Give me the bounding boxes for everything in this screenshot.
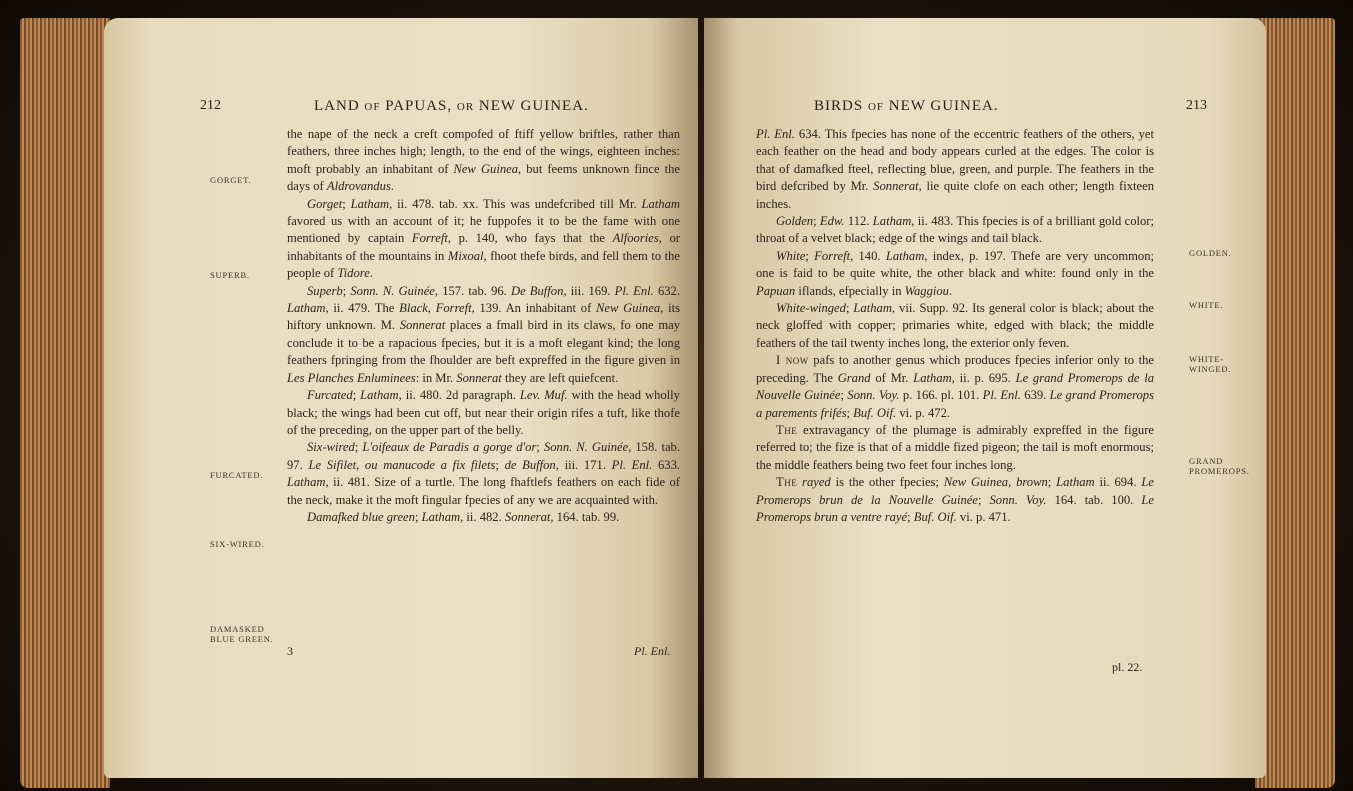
margin-note-winged: WINGED. (1189, 364, 1232, 374)
margin-note-white-winged: WHITE- (1189, 354, 1225, 364)
right-body-text (756, 126, 1154, 526)
right-running-header: BIRDS OF NEW GUINEA. (814, 98, 999, 114)
paragraph-rayed: The rayed is the other fpecies; New Guinea, brown; Latham ii. 694. Le Promerops brun de la Nouvelle Guinée; Sonn. Voy. 164. tab. 100. Le Promerops brun a ventre rayé; Buf. Oif. vi. p. 471. (756, 475, 1154, 524)
catchword: Pl. Enl. (634, 644, 671, 658)
paragraph-furcated: Furcated; Latham, ii. 480. 2d paragraph. Lev. Muf. with the head wholly black; the wings had been cut off, but near their origin rifes a tuft, like thofe of the preceding, on the upper part of the belly. (287, 388, 680, 437)
margin-note-white: WHITE. (1189, 300, 1224, 310)
signature-mark: 3 (287, 644, 293, 658)
left-page-number: 212 (200, 98, 221, 113)
right-page-number: 213 (1186, 98, 1207, 113)
margin-note-furcated: FURCATED. (210, 470, 264, 480)
paragraph-golden: Golden; Edw. 112. Latham, ii. 483. This fpecies is of a brilliant gold color; throat of a velvet black; edge of the wings and tail black. (756, 214, 1154, 246)
margin-note-damasked: DAMASKED (210, 624, 265, 634)
paragraph-superb: Superb; Sonn. N. Guinée, 157. tab. 96. De Buffon, iii. 169. Pl. Enl. 632. Latham, ii. 479. The Black, Forreft, 139. An inhabitant of New Guinea, its hiftory unknown. M. Sonnerat places a fmall bird in its claws, fo one may conclude it to be a rapacious fpecies, but it is a moft elegant kind; the long feathers fpringing from the fhoulder are beft expreffed in the figure given in Les Planches Enluminees: in Mr. Sonnerat they are left quiefcent. (287, 283, 681, 385)
margin-note-gorget: GORGET. (210, 175, 252, 185)
margin-note-blue-green: BLUE GREEN. (210, 634, 274, 644)
margin-note-grand: GRAND (1189, 456, 1224, 466)
margin-note-superb: SUPERB. (210, 270, 250, 280)
paragraph-grand-promerops: I now pafs to another genus which produces fpecies inferior only to the preceding. The Grand of Mr. Latham, ii. p. 695. Le grand Promerops de la Nouvelle Guinée; Sonn. Voy. p. 166. pl. 101. Pl. Enl. 639. Le grand Promerops a parements frifés; Buf. Oif. vi. p. 472. (756, 353, 1155, 420)
margin-note-promerops: PROMEROPS. (1189, 466, 1250, 476)
paragraph: Pl. Enl. 634. This fpecies has none of the eccentric feathers of the others, yet each feather on the head and body appears curled at the edges. The color is that of damafked fteel, reflecting blue, green, and purple. The feathers in the bird defcribed by Mr. Sonnerat, lie quite clofe on each other; length fixteen inches. (756, 127, 1154, 211)
paragraph-white-winged: White-winged; Latham, vii. Supp. 92. Its general color is black; about the neck gloffed with copper; primaries white, edged with black; the middle feathers of the tail twenty inches long, the exterior only feven. (756, 301, 1154, 350)
paragraph-white: White; Forreft, 140. Latham, index, p. 197. Thefe are very uncommon; one is faid to be quite white, the other black and white: found only in the Papuan iflands, efpecially in Waggiou. (756, 248, 1155, 298)
paragraph-damasked: Damafked blue green; Latham, ii. 482. Sonnerat, 164. tab. 99. (307, 509, 620, 524)
right-page (704, 18, 1266, 778)
paragraph-gorget: Gorget; Latham, ii. 478. tab. xx. This was undefcribed till Mr. Latham favored us with an account of it; he fuppofes it to be the fame with one mentioned by captain Forreft, p. 140, who fays that the Alfoories, or inhabitants of the mountains in Mixoal, fhoot thefe birds, and fell them to the people of Tidore. (287, 196, 680, 281)
catchword: pl. 22. (1112, 660, 1143, 674)
left-page-edges (20, 18, 110, 788)
left-running-header: LAND OF PAPUAS, OR NEW GUINEA. (314, 98, 589, 114)
left-page (104, 18, 698, 778)
paragraph-six-wired: Six-wired; L'oifeaux de Paradis a gorge d'or; Sonn. N. Guinée, 158. tab. 97. Le Sifilet, ou manucode a fix filets; de Buffon, iii. 171. Pl. Enl. 633. Latham, ii. 481. Size of a turtle. The long fhaftlefs feathers on each fide of the neck, make it the moft fingular fpecies of any we are acquainted with. (287, 440, 681, 507)
paragraph-extravagancy: The extravagancy of the plumage is admirably expreffed in the figure referred to; the fize is that of a middle fized pigeon; the tail is moft enormous; the middle feathers being two feet four inches long. (756, 422, 1154, 472)
margin-note-six-wired: SIX-WIRED. (210, 539, 265, 549)
right-page-edges (1255, 18, 1335, 788)
paragraph: the nape of the neck a creft compofed of ftiff yellow briftles, rather than feathers, three inches high; length, to the end of the wings, eighteen inches: moft probably an inhabitant of New Guinea, but feems unknown fince the days of Aldrovandus. (287, 127, 680, 194)
left-body-text (287, 126, 680, 526)
margin-note-golden: GOLDEN. (1189, 248, 1232, 258)
